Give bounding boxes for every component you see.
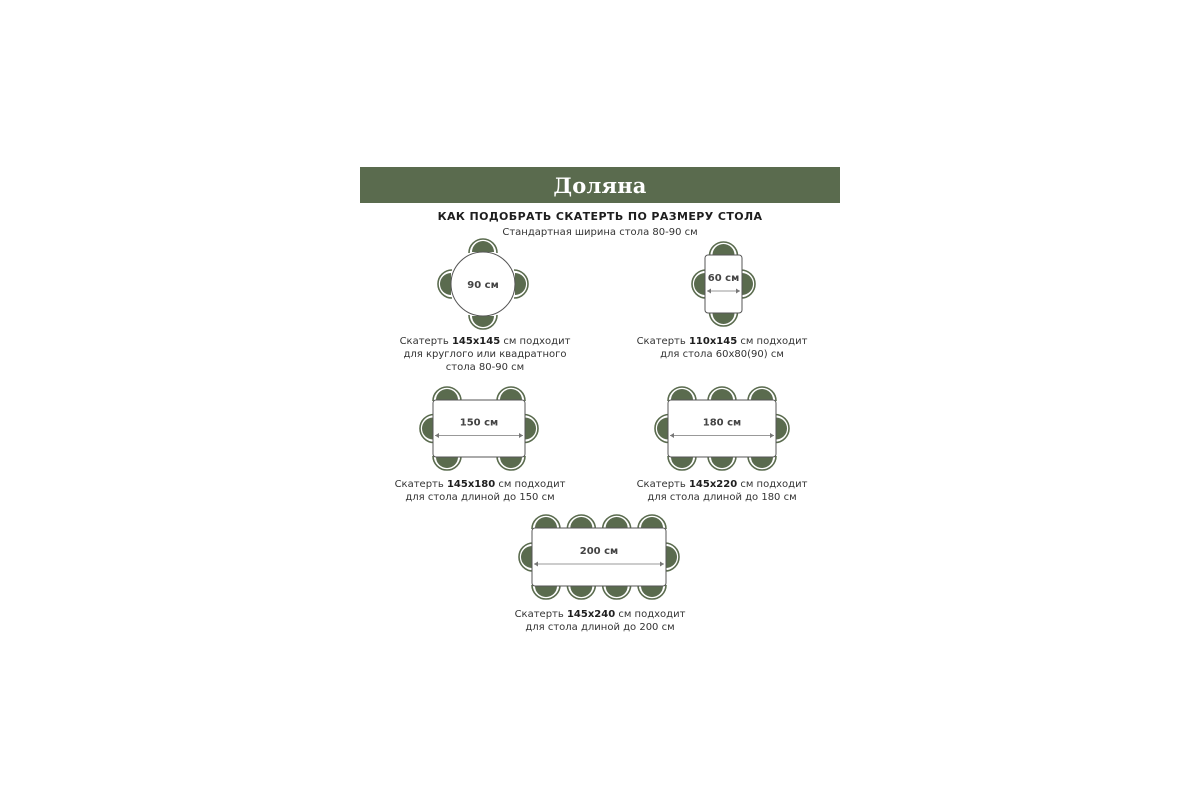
table-diagram-rect-60 bbox=[692, 242, 755, 326]
caption-rect-200 bbox=[490, 608, 710, 634]
caption-line: стола 80-90 см bbox=[445, 362, 525, 373]
chair-icon bbox=[567, 585, 595, 599]
chair-icon bbox=[438, 270, 452, 298]
chair-icon bbox=[433, 456, 461, 470]
tablecloth-size: 110x145 bbox=[688, 336, 738, 347]
rect-table bbox=[668, 400, 776, 457]
caption-round-90 bbox=[375, 335, 595, 374]
table-diagram-rect-150 bbox=[420, 387, 538, 470]
chair-icon bbox=[524, 415, 538, 443]
caption-line: Скатерть 145x145 см подходит bbox=[399, 336, 571, 347]
chair-icon bbox=[514, 270, 528, 298]
chair-icon bbox=[775, 415, 789, 443]
table-dimension-label: 180 см bbox=[702, 417, 742, 429]
caption-line: для стола длиной до 200 см bbox=[525, 622, 675, 633]
caption-rect-180 bbox=[612, 478, 832, 504]
chair-icon bbox=[710, 312, 738, 326]
chair-icon bbox=[665, 543, 679, 571]
caption-line: для круглого или квадратного bbox=[403, 349, 567, 360]
caption-line: для стола длиной до 150 см bbox=[405, 492, 555, 503]
page-subtitle: Стандартная ширина стола 80-90 см bbox=[502, 227, 698, 238]
table-diagram-round-90 bbox=[438, 239, 528, 329]
table-dimension-label: 200 см bbox=[579, 546, 619, 557]
caption-line: Скатерть 145x220 см подходит bbox=[636, 479, 808, 490]
chair-icon bbox=[708, 456, 736, 470]
table-diagram-rect-180 bbox=[655, 387, 789, 470]
chair-icon bbox=[668, 456, 696, 470]
chair-icon bbox=[497, 387, 525, 401]
caption-line: Скатерть 145x240 см подходит bbox=[514, 609, 686, 620]
chair-icon bbox=[519, 543, 533, 571]
table-dimension-label: 150 см bbox=[459, 417, 499, 429]
tablecloth-size: 145x220 bbox=[688, 479, 738, 490]
caption-rect-150 bbox=[370, 478, 590, 504]
tablecloth-size: 145x180 bbox=[446, 479, 496, 490]
chair-icon bbox=[469, 239, 497, 253]
chair-icon bbox=[603, 515, 631, 529]
chair-icon bbox=[532, 585, 560, 599]
chair-icon bbox=[532, 515, 560, 529]
table-dimension-label: 60 см bbox=[707, 273, 740, 284]
chair-icon bbox=[603, 585, 631, 599]
chair-icon bbox=[420, 415, 434, 443]
page-title: КАК ПОДОБРАТЬ СКАТЕРТЬ ПО РАЗМЕРУ СТОЛА bbox=[437, 210, 763, 223]
rect-table bbox=[433, 400, 525, 457]
tablecloth-size: 145x145 bbox=[451, 336, 501, 347]
chair-icon bbox=[748, 387, 776, 401]
chair-icon bbox=[708, 387, 736, 401]
chair-icon bbox=[638, 515, 666, 529]
chair-icon bbox=[748, 456, 776, 470]
chair-icon bbox=[433, 387, 461, 401]
chair-icon bbox=[655, 415, 669, 443]
caption-rect-60 bbox=[612, 335, 832, 361]
chair-icon bbox=[567, 515, 595, 529]
chair-icon bbox=[741, 270, 755, 298]
brand-logo: Доляна bbox=[553, 172, 647, 198]
table-diagram-rect-200 bbox=[519, 515, 679, 599]
chair-icon bbox=[710, 242, 738, 256]
chair-icon bbox=[638, 585, 666, 599]
table-dimension-label: 90 см bbox=[467, 280, 499, 291]
chair-icon bbox=[692, 270, 706, 298]
caption-line: Скатерть 145x180 см подходит bbox=[394, 479, 566, 490]
chair-icon bbox=[469, 315, 497, 329]
caption-line: для стола длиной до 180 см bbox=[647, 492, 797, 503]
tablecloth-size: 145x240 bbox=[566, 609, 616, 620]
caption-line: Скатерть 110x145 см подходит bbox=[636, 336, 808, 347]
rect-table bbox=[532, 528, 666, 586]
rect-table bbox=[705, 255, 742, 313]
caption-line: для стола 60x80(90) см bbox=[660, 349, 784, 360]
chair-icon bbox=[668, 387, 696, 401]
chair-icon bbox=[497, 456, 525, 470]
